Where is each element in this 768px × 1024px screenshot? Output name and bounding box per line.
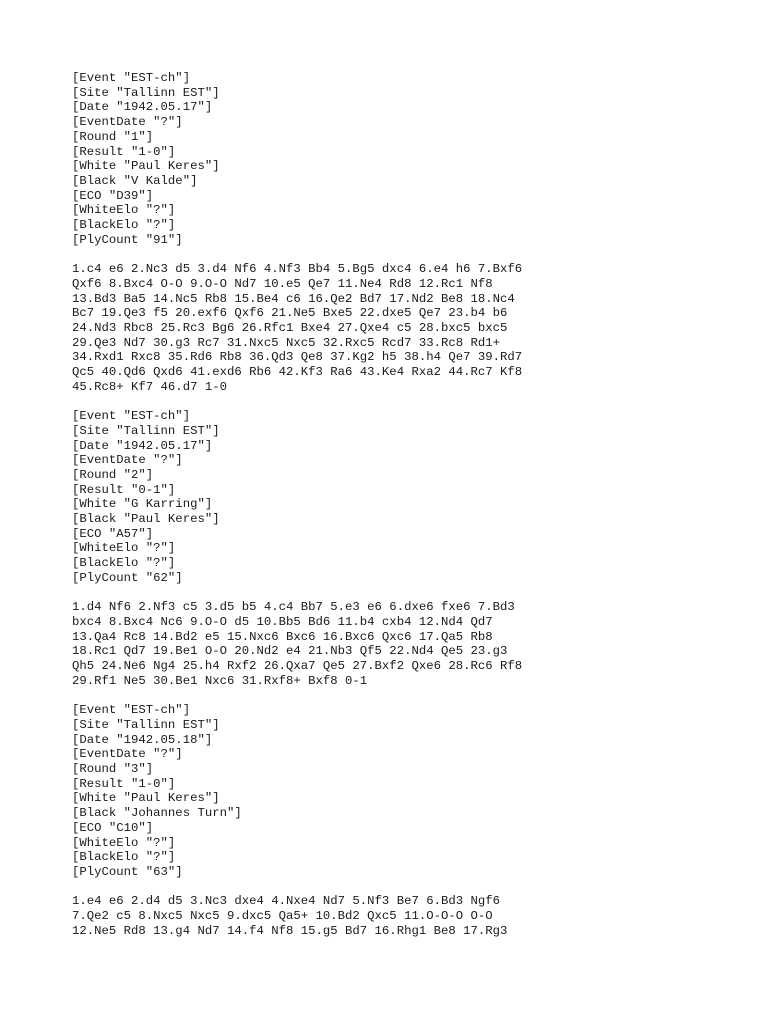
move-line: Qxf6 8.Bxc4 O-O 9.O-O Nd7 10.e5 Qe7 11.Ne4 Rd8 12.Rc1 Nf8 <box>72 276 493 291</box>
header-tag: [Round "2"] <box>72 467 154 482</box>
pgn-headers <box>72 703 752 879</box>
move-line: 29.Rf1 Ne5 30.Be1 Nxc6 31.Rxf8+ Bxf8 0-1 <box>72 673 368 688</box>
move-line: bxc4 8.Bxc4 Nc6 9.O-O d5 10.Bb5 Bd6 11.b4 cxb4 12.Nd4 Qd7 <box>72 614 493 629</box>
header-tag: [BlackElo "?"] <box>72 850 176 865</box>
header-tag: [ECO "D39"] <box>72 188 154 203</box>
move-line: Bc7 19.Qe3 f5 20.exf6 Qxf6 21.Ne5 Bxe5 22.dxe5 Qe7 23.b4 b6 <box>72 306 508 321</box>
blank-line <box>72 394 752 409</box>
game-record <box>72 71 752 409</box>
header-tag: [Site "Tallinn EST"] <box>72 717 220 732</box>
header-tag: [Black "V Kalde"] <box>72 173 198 188</box>
move-line: 1.d4 Nf6 2.Nf3 c5 3.d5 b5 4.c4 Bb7 5.e3 e6 6.dxe6 fxe6 7.Bd3 <box>72 600 515 615</box>
header-tag: [Result "0-1"] <box>72 482 176 497</box>
move-line: 1.c4 e6 2.Nc3 d5 3.d4 Nf6 4.Nf3 Bb4 5.Bg5 dxc4 6.e4 h6 7.Bxf6 <box>72 262 523 277</box>
header-tag: [EventDate "?"] <box>72 453 183 468</box>
blank-line <box>72 880 752 895</box>
header-tag: [WhiteElo "?"] <box>72 203 176 218</box>
game-record <box>72 409 752 703</box>
header-tag: [Date "1942.05.17"] <box>72 100 213 115</box>
pgn-document <box>72 71 752 938</box>
move-line: 12.Ne5 Rd8 13.g4 Nd7 14.f4 Nf8 15.g5 Bd7 16.Rhg1 Be8 17.Rg3 <box>72 923 508 938</box>
header-tag: [Site "Tallinn EST"] <box>72 423 220 438</box>
pgn-headers <box>72 409 752 585</box>
blank-line <box>72 247 752 262</box>
header-tag: [BlackElo "?"] <box>72 218 176 233</box>
header-tag: [Event "EST-ch"] <box>72 703 191 718</box>
header-tag: [Round "3"] <box>72 761 154 776</box>
header-tag: [PlyCount "62"] <box>72 570 183 585</box>
header-tag: [Black "Paul Keres"] <box>72 512 220 527</box>
move-line: 45.Rc8+ Kf7 46.d7 1-0 <box>72 379 227 394</box>
move-text <box>72 262 752 394</box>
blank-line <box>72 688 752 703</box>
move-line: 29.Qe3 Nd7 30.g3 Rc7 31.Nxc5 Nxc5 32.Rxc5 Rcd7 33.Rc8 Rd1+ <box>72 335 501 350</box>
header-tag: [PlyCount "91"] <box>72 232 183 247</box>
header-tag: [Event "EST-ch"] <box>72 409 191 424</box>
game-record <box>72 703 752 938</box>
header-tag: [Date "1942.05.18"] <box>72 732 213 747</box>
header-tag: [Result "1-0"] <box>72 776 176 791</box>
header-tag: [ECO "C10"] <box>72 820 154 835</box>
header-tag: [PlyCount "63"] <box>72 864 183 879</box>
header-tag: [Black "Johannes Turn"] <box>72 806 242 821</box>
header-tag: [White "G Karring"] <box>72 497 213 512</box>
pgn-headers <box>72 71 752 247</box>
header-tag: [Event "EST-ch"] <box>72 71 191 85</box>
header-tag: [WhiteElo "?"] <box>72 541 176 556</box>
header-tag: [WhiteElo "?"] <box>72 835 176 850</box>
header-tag: [Round "1"] <box>72 129 154 144</box>
header-tag: [White "Paul Keres"] <box>72 159 220 174</box>
move-line: 13.Bd3 Ba5 14.Nc5 Rb8 15.Be4 c6 16.Qe2 Bd7 17.Nd2 Be8 18.Nc4 <box>72 291 515 306</box>
move-line: 34.Rxd1 Rxc8 35.Rd6 Rb8 36.Qd3 Qe8 37.Kg2 h5 38.h4 Qe7 39.Rd7 <box>72 350 523 365</box>
move-line: 18.Rc1 Qd7 19.Be1 O-O 20.Nd2 e4 21.Nb3 Qf5 22.Nd4 Qe5 23.g3 <box>72 644 508 659</box>
header-tag: [ECO "A57"] <box>72 526 154 541</box>
move-line: 1.e4 e6 2.d4 d5 3.Nc3 dxe4 4.Nxe4 Nd7 5.Nf3 Be7 6.Bd3 Ngf6 <box>72 894 501 909</box>
header-tag: [EventDate "?"] <box>72 747 183 762</box>
move-line: Qc5 40.Qd6 Qxd6 41.exd6 Rb6 42.Kf3 Ra6 43.Ke4 Rxa2 44.Rc7 Kf8 <box>72 365 523 380</box>
header-tag: [Result "1-0"] <box>72 144 176 159</box>
header-tag: [White "Paul Keres"] <box>72 791 220 806</box>
header-tag: [Date "1942.05.17"] <box>72 438 213 453</box>
move-line: 7.Qe2 c5 8.Nxc5 Nxc5 9.dxc5 Qa5+ 10.Bd2 Qxc5 11.O-O-O O-O <box>72 909 493 923</box>
move-line: 24.Nd3 Rbc8 25.Rc3 Bg6 26.Rfc1 Bxe4 27.Qxe4 c5 28.bxc5 bxc5 <box>72 320 508 335</box>
header-tag: [EventDate "?"] <box>72 115 183 130</box>
move-line: Qh5 24.Ne6 Ng4 25.h4 Rxf2 26.Qxa7 Qe5 27.Bxf2 Qxe6 28.Rc6 Rf8 <box>72 659 523 674</box>
header-tag: [BlackElo "?"] <box>72 556 176 571</box>
move-line: 13.Qa4 Rc8 14.Bd2 e5 15.Nxc6 Bxc6 16.Bxc6 Qxc6 17.Qa5 Rb8 <box>72 629 493 644</box>
move-text <box>72 600 752 688</box>
blank-line <box>72 586 752 601</box>
header-tag: [Site "Tallinn EST"] <box>72 85 220 100</box>
move-text <box>72 894 752 938</box>
